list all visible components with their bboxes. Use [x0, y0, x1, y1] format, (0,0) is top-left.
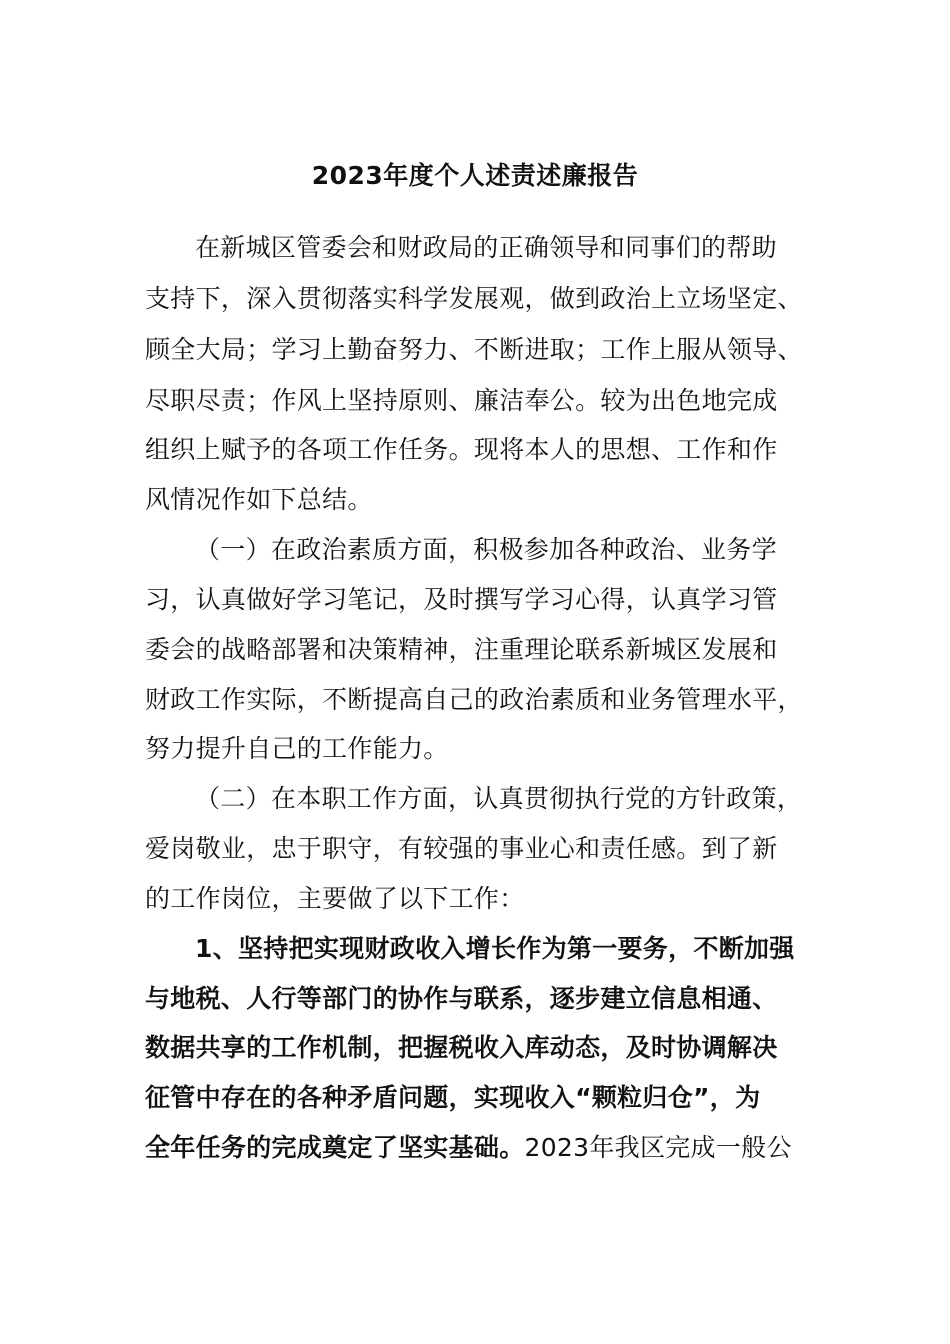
bold-segment: 全年任务的完成奠定了坚实基础。	[145, 1133, 525, 1162]
bold-paragraph-line: 1、坚持把实现财政收入增长作为第一要务，不断加强	[195, 934, 795, 963]
paragraph-line: 委会的战略部署和决策精神，注重理论联系新城区发展和	[145, 635, 778, 664]
paragraph-line: 的工作岗位，主要做了以下工作：	[145, 884, 525, 913]
paragraph-line: （二）在本职工作方面，认真贯彻执行党的方针政策，	[195, 784, 803, 813]
paragraph-line: 爱岗敬业，忠于职守，有较强的事业心和责任感。到了新	[145, 834, 778, 863]
paragraph-line: 顾全大局；学习上勤奋努力、不断进取；工作上服从领导、	[145, 335, 803, 364]
paragraph-line: 支持下，深入贯彻落实科学发展观，做到政治上立场坚定、	[145, 284, 803, 313]
paragraph-line: （一）在政治素质方面，积极参加各种政治、业务学	[195, 535, 777, 564]
bold-paragraph-line: 征管中存在的各种矛盾问题，实现收入“颗粒归仓”，为	[145, 1083, 761, 1112]
normal-segment: 2023年我区完成一般公	[524, 1133, 792, 1162]
paragraph-line: 财政工作实际，不断提高自己的政治素质和业务管理水平，	[145, 685, 803, 714]
mixed-paragraph-line	[145, 1130, 792, 1166]
bold-paragraph-line: 与地税、人行等部门的协作与联系，逐步建立信息相通、	[145, 984, 778, 1013]
paragraph-line: 在新城区管委会和财政局的正确领导和同事们的帮助	[195, 233, 777, 262]
bold-paragraph-line: 数据共享的工作机制，把握税收入库动态，及时协调解决	[145, 1033, 778, 1062]
paragraph-line: 努力提升自己的工作能力。	[145, 734, 449, 763]
document-title: 2023年度个人述责述廉报告	[311, 161, 639, 190]
paragraph-line: 组织上赋予的各项工作任务。现将本人的思想、工作和作	[145, 435, 778, 464]
paragraph-line: 尽职尽责；作风上坚持原则、廉洁奉公。较为出色地完成	[145, 386, 778, 415]
paragraph-line: 习，认真做好学习笔记，及时撰写学习心得，认真学习管	[145, 585, 778, 614]
paragraph-line: 风情况作如下总结。	[145, 485, 373, 514]
